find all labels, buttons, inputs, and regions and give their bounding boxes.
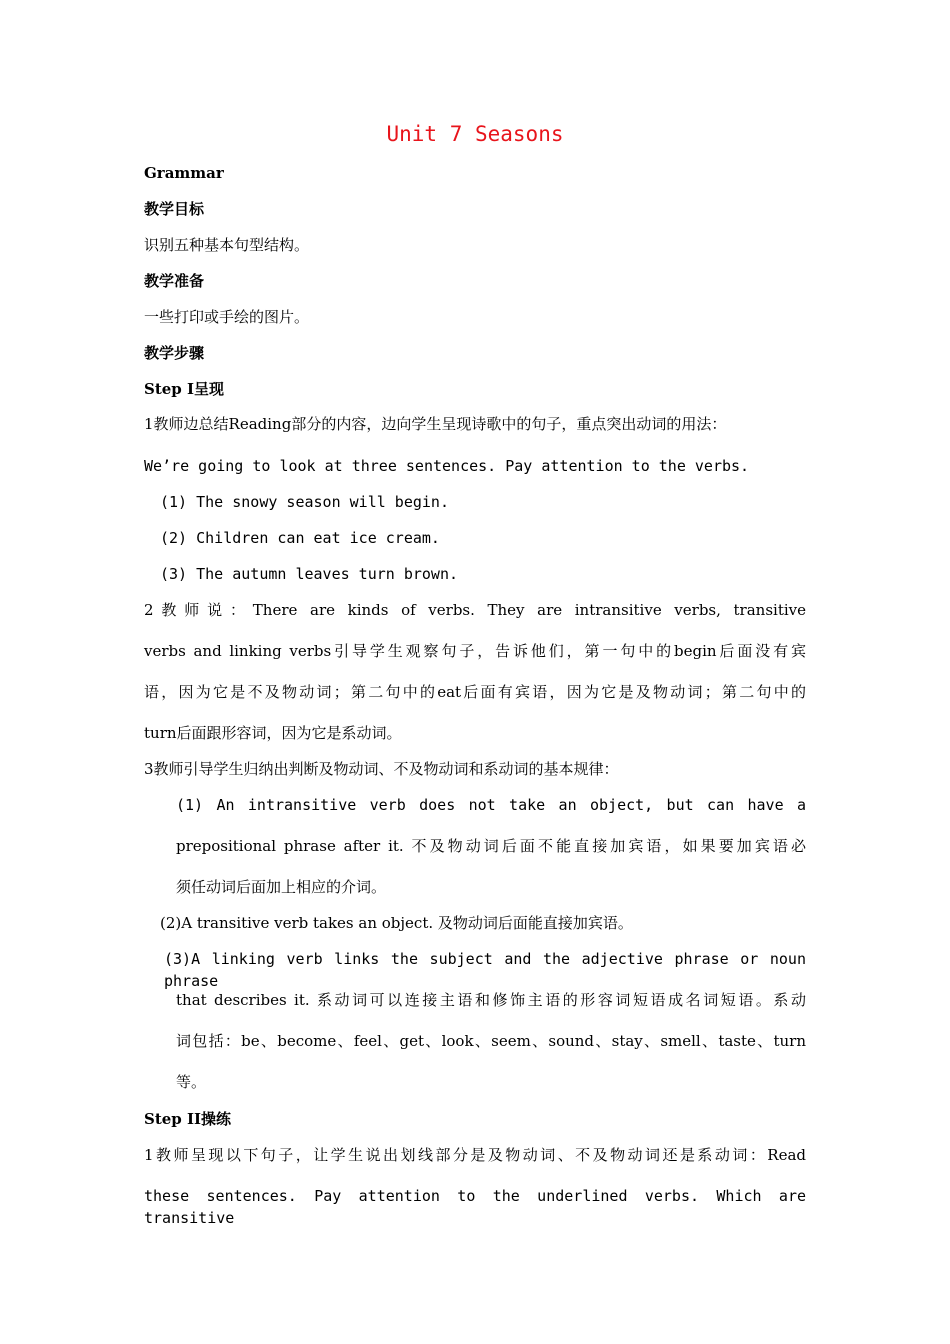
heading-step-2: Step II操练 [144,1110,232,1128]
paragraph-step1-intro: 1教师边总结Reading部分的内容，边向学生呈现诗歌中的句子，重点突出动词的用法： [144,415,727,433]
paragraph-step2-line1: 1教师呈现以下句子，让学生说出划线部分是及物动词、不及物动词还是系动词：Read [144,1146,806,1164]
rule-2: (2)A transitive verb takes an object. 及物动词后面能直接加宾语。 [160,914,633,932]
paragraph-step1-instruction: We’re going to look at three sentences. Pay attention to the verbs. [144,457,750,475]
paragraph-preparation: 一些打印或手绘的图片。 [144,308,310,326]
paragraph-step1-point2-line2: verbs and linking verbs引导学生观察句子，告诉他们，第一句中的begin后面没有宾 [144,642,806,660]
rule-3-line3: 词包括：be、become、feel、get、look、seem、sound、stay、smell、taste、turn [176,1032,806,1050]
paragraph-step1-point2-line1: 2教师说：There are kinds of verbs. They are intransitive verbs, transitive [144,601,806,619]
rule-1-line1: (1) An intransitive verb does not take an object, but can have a [176,796,806,814]
paragraph-step1-point2-line4: turn后面跟形容词，因为它是系动词。 [144,724,402,742]
rule-1-line3: 须任动词后面加上相应的介词。 [176,878,387,896]
paragraph-step1-point2-line3: 语，因为它是不及物动词；第二句中的eat后面有宾语，因为它是及物动词；第二句中的 [144,683,806,701]
rule-3-line1: (3)A linking verb links the subject and the adjective phrase or noun phrase [164,950,806,990]
heading-teaching-steps: 教学步骤 [144,344,205,362]
rule-3-line2: that describes it. 系动词可以连接主语和修饰主语的形容词短语成名词短语。系动 [176,991,806,1009]
heading-teaching-goals: 教学目标 [144,200,205,218]
heading-step-1: Step I呈现 [144,380,225,398]
rule-3-line4: 等。 [176,1073,207,1091]
section-label-grammar: Grammar [144,164,224,182]
heading-teaching-preparation: 教学准备 [144,272,205,290]
paragraph-step1-point3: 3教师引导学生归纳出判断及物动词、不及物动词和系动词的基本规律： [144,760,619,778]
page-title: Unit 7 Seasons [386,122,564,146]
paragraph-goals: 识别五种基本句型结构。 [144,236,310,254]
example-sentence-3: (3) The autumn leaves turn brown. [160,565,459,583]
rule-1-line2: prepositional phrase after it. 不及物动词后面不能直接加宾语，如果要加宾语必 [176,837,806,855]
example-sentence-2: (2) Children can eat ice cream. [160,529,440,547]
paragraph-step2-line2: these sentences. Pay attention to the underlined verbs. Which are transitive [144,1187,806,1227]
example-sentence-1: (1) The snowy season will begin. [160,493,449,511]
